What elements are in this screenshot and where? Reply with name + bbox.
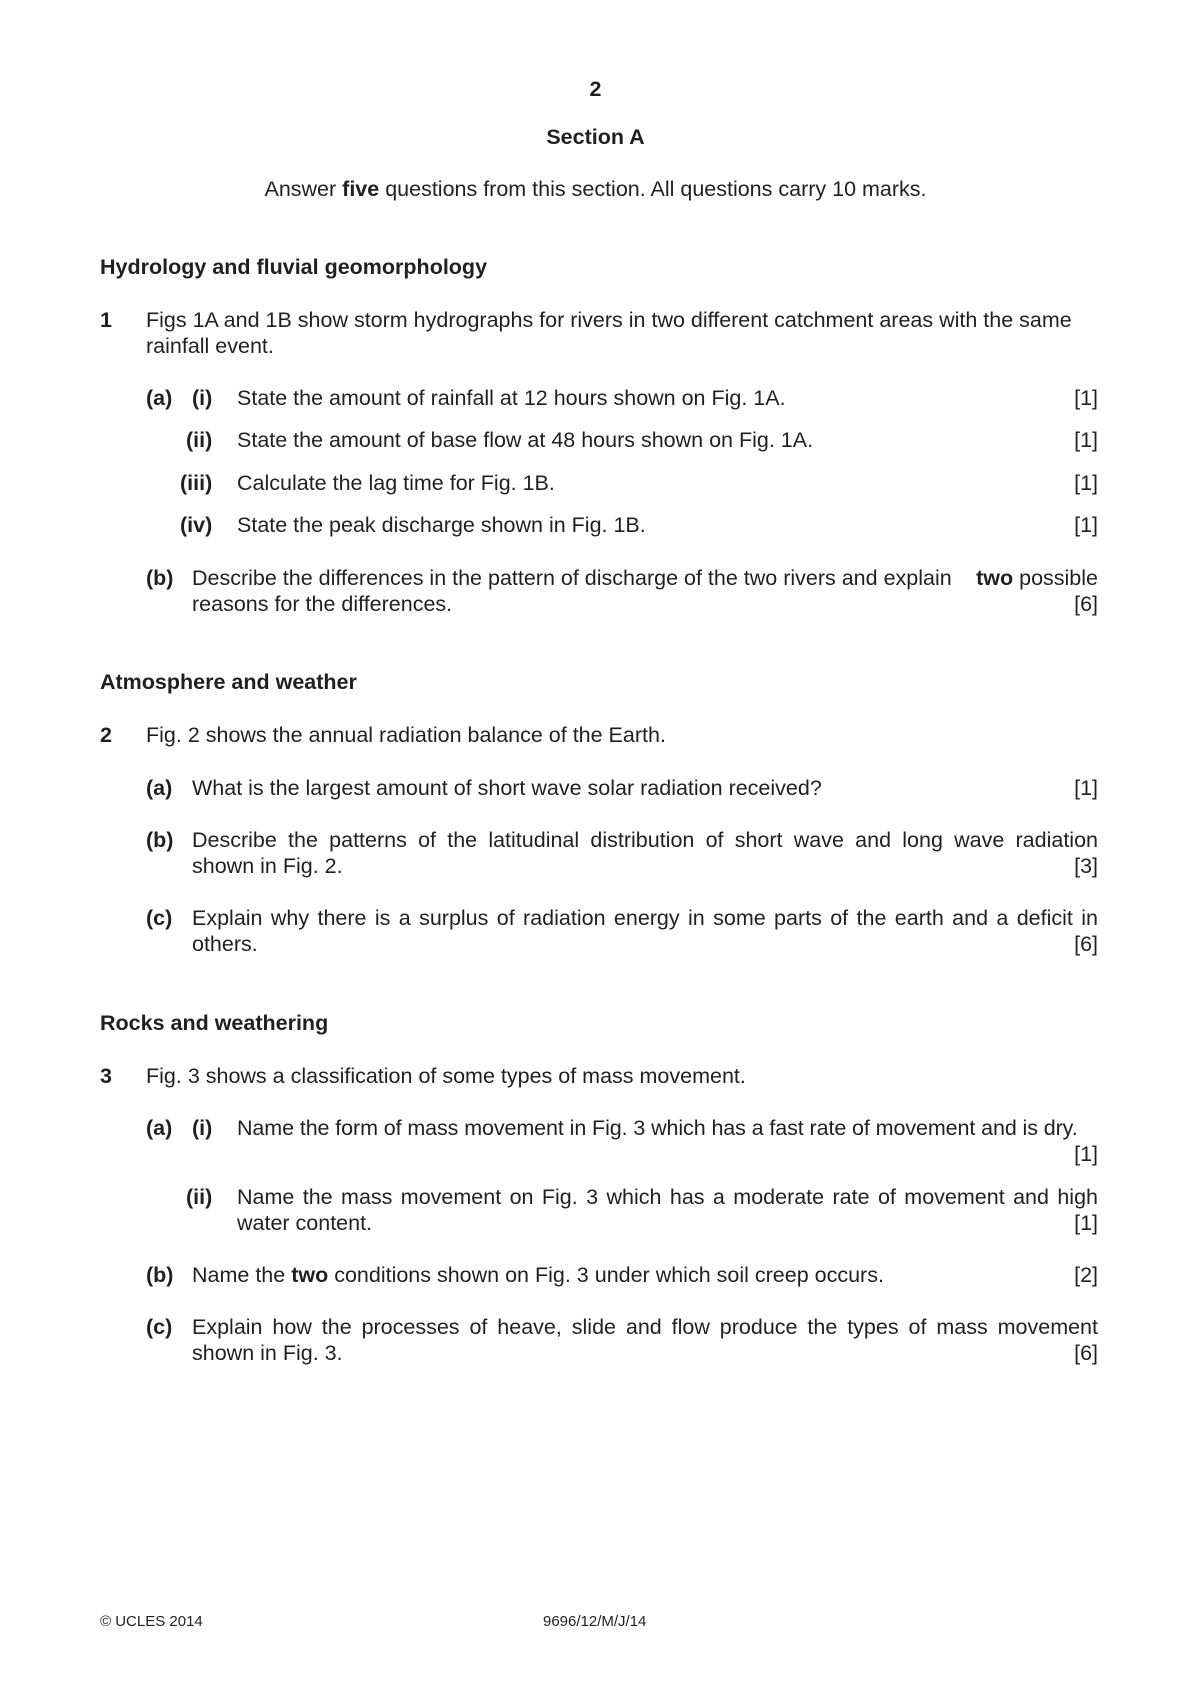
section-instructions [0,176,1191,202]
q3-b-text-prefix: Name the [192,1263,292,1287]
q1-a-iii-label: (iii) [180,471,213,495]
q1-a-ii-mark: [1] [1074,428,1098,452]
q1-a-i-label: (i) [192,386,213,410]
question-1-number: 1 [100,308,112,332]
q3-a-i-label: (i) [192,1116,213,1140]
q2-c-line-2 [192,931,1098,957]
instructions-prefix: Answer [264,177,343,201]
q1-b-text [192,565,1098,617]
topic-heading-hydrology: Hydrology and fluvial geomorphology [100,255,488,279]
q3-part-c-label: (c) [146,1315,173,1339]
q2-b-line-1: Describe the patterns of the latitudinal distribution of short wave and long wave radiation [192,828,1098,852]
q2-c-text-line2: others. [192,932,258,956]
q1-part-b-label: (b) [146,566,174,590]
q1-a-iii-text: Calculate the lag time for Fig. 1B. [237,471,555,495]
q2-b-mark: [3] [1074,854,1098,878]
q1-a-ii-text: State the amount of base flow at 48 hours shown on Fig. 1A. [237,428,814,452]
q1-a-i-text: State the amount of rainfall at 12 hours shown on Fig. 1A. [237,386,786,410]
instructions-bold: five [342,177,380,201]
q3-a-i-mark: [1] [1074,1142,1098,1166]
q1-b-text-line2: reasons for the differences. [192,592,453,616]
q2-c-line-1: Explain why there is a surplus of radiation energy in some parts of the earth and a deficit in [192,906,1098,930]
q3-part-b-label: (b) [146,1263,174,1287]
q3-a-ii-block [237,1184,1098,1236]
q1-a-iv-text: State the peak discharge shown in Fig. 1B. [237,513,646,537]
section-title: Section A [546,125,645,149]
q3-a-ii-mark: [1] [1074,1211,1098,1235]
q3-part-a-label: (a) [146,1116,173,1140]
q2-part-b-label: (b) [146,828,174,852]
topic-heading-atmosphere: Atmosphere and weather [100,670,357,694]
q2-a-mark: [1] [1074,776,1098,800]
q2-b-text-line2: shown in Fig. 2. [192,854,343,878]
q3-c-mark: [6] [1074,1341,1098,1365]
question-3-number: 3 [100,1064,112,1088]
q3-c-text [192,1314,1098,1366]
q1-b-bold: two [976,566,1014,590]
question-2-text: Fig. 2 shows the annual radiation balance of the Earth. [146,723,666,747]
q3-c-text-line2: shown in Fig. 3. [192,1341,343,1365]
q1-b-line-1 [192,565,1098,591]
q1-b-text-suffix: possible [1013,566,1098,590]
q3-b-mark: [2] [1074,1263,1098,1287]
q3-c-line-1: Explain how the processes of heave, slide and flow produce the types of mass movement [192,1315,1098,1339]
topic-heading-rocks: Rocks and weathering [100,1011,329,1035]
q3-a-ii-label: (ii) [186,1185,213,1209]
q1-a-iv-mark: [1] [1074,513,1098,537]
question-2-number: 2 [100,723,112,747]
q2-b-text [192,827,1098,879]
page-number: 2 [589,77,602,101]
q2-part-a-label: (a) [146,776,173,800]
question-3-text: Fig. 3 shows a classification of some types of mass movement. [146,1064,746,1088]
q3-c-line-2 [192,1340,1098,1366]
q1-a-i-mark: [1] [1074,386,1098,410]
q2-c-mark: [6] [1074,932,1098,956]
q3-a-i-text: Name the form of mass movement in Fig. 3 which has a fast rate of movement and is dry. [237,1116,1078,1140]
q2-a-text: What is the largest amount of short wave solar radiation received? [192,776,822,800]
q3-b-text [192,1262,884,1288]
q1-b-text-prefix: Describe the differences in the pattern of discharge of the two rivers and explain [192,566,952,590]
q1-a-ii-label: (ii) [186,428,213,452]
q3-a-ii-text-line2: water content. [237,1211,373,1235]
footer-paper-code: 9696/12/M/J/14 [543,1613,647,1630]
footer-copyright: © UCLES 2014 [100,1613,203,1630]
q3-a-i-block [237,1115,1098,1167]
q2-part-c-label: (c) [146,906,173,930]
q1-a-iv-label: (iv) [180,513,213,537]
q2-b-line-2 [192,853,1098,879]
q3-b-text-suffix: conditions shown on Fig. 3 under which soil creep occurs. [328,1263,884,1287]
q3-a-ii-line-1: Name the mass movement on Fig. 3 which has a moderate rate of movement and high [237,1185,1098,1209]
q3-a-ii-line-2 [237,1210,1098,1236]
q2-c-text [192,905,1098,957]
q1-b-line-2 [192,591,1098,617]
q3-b-bold: two [291,1263,329,1287]
q1-b-mark: [6] [1074,592,1098,616]
question-1-text: Figs 1A and 1B show storm hydrographs for rivers in two different catchment areas with the same rainfall event. [146,308,1072,358]
instructions-suffix: questions from this section. All questions carry 10 marks. [379,177,927,201]
q1-part-a-label: (a) [146,386,173,410]
q1-a-iii-mark: [1] [1074,471,1098,495]
